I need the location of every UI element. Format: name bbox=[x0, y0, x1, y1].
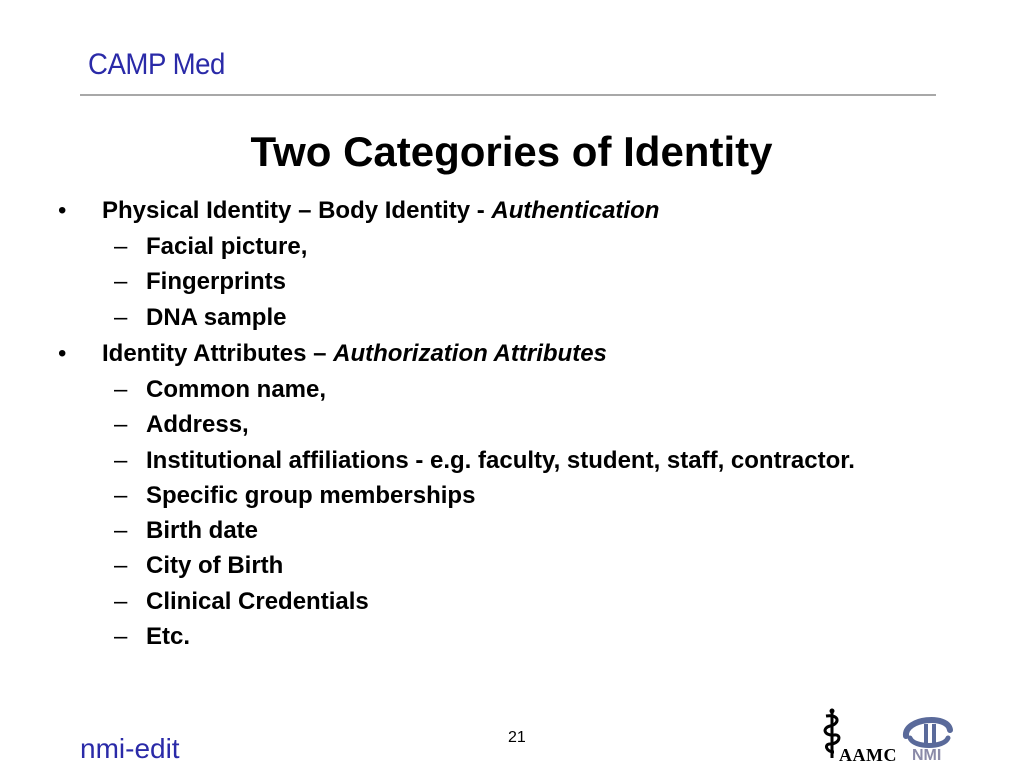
bullet-text: Physical Identity – Body Identity - bbox=[102, 197, 492, 224]
bullet-text: Specific group memberships bbox=[146, 482, 476, 509]
bullet-text: Institutional affiliations - e.g. faculty, student, staff, contractor. bbox=[146, 447, 855, 474]
sub-bullet-item bbox=[114, 304, 287, 332]
dash-marker: – bbox=[114, 411, 128, 438]
slide-title: Two Categories of Identity bbox=[250, 128, 773, 175]
sub-bullet-item bbox=[114, 588, 369, 616]
sub-bullet-item bbox=[114, 552, 284, 580]
bullet-text: Common name, bbox=[146, 376, 327, 403]
sub-bullet-item bbox=[114, 623, 191, 651]
bullet-marker: • bbox=[58, 340, 67, 367]
footer-label: nmi-edit bbox=[80, 733, 180, 764]
bullet-text: Identity Attributes – bbox=[102, 340, 334, 367]
dash-marker: – bbox=[114, 623, 128, 650]
bullet-text: Clinical Credentials bbox=[146, 588, 369, 615]
sub-bullet-item bbox=[114, 482, 476, 510]
sub-bullet-item bbox=[114, 447, 855, 475]
aamc-logo-text: AAMC bbox=[839, 745, 897, 765]
dash-marker: – bbox=[114, 517, 128, 544]
bullet-text: Facial picture, bbox=[146, 233, 308, 260]
bullet-text: Etc. bbox=[146, 623, 191, 650]
dash-marker: – bbox=[114, 588, 128, 615]
bullet-emphasis: Authentication bbox=[491, 197, 660, 224]
sub-bullet-item bbox=[114, 268, 287, 296]
dash-marker: – bbox=[114, 447, 128, 474]
bullet-emphasis: Authorization Attributes bbox=[333, 340, 607, 367]
dash-marker: – bbox=[114, 233, 128, 260]
dash-marker: – bbox=[114, 376, 128, 403]
bullet-item bbox=[58, 340, 607, 368]
bullet-marker: • bbox=[58, 197, 67, 224]
page-number: 21 bbox=[508, 729, 526, 746]
nmi-logo-text: NMI bbox=[912, 747, 942, 764]
bullet-text: Fingerprints bbox=[146, 268, 287, 295]
sub-bullet-item bbox=[114, 517, 259, 545]
dash-marker: – bbox=[114, 552, 128, 579]
bullet-text: Birth date bbox=[146, 517, 259, 544]
dash-marker: – bbox=[114, 304, 128, 331]
bullet-text: Address, bbox=[146, 411, 249, 438]
dash-marker: – bbox=[114, 482, 128, 509]
bullet-item bbox=[58, 197, 660, 225]
header-title: CAMP Med bbox=[88, 48, 225, 81]
sub-bullet-item bbox=[114, 233, 308, 261]
header-divider bbox=[80, 94, 936, 96]
dash-marker: – bbox=[114, 268, 128, 295]
sub-bullet-item bbox=[114, 376, 327, 404]
bullet-text: City of Birth bbox=[146, 552, 284, 579]
sub-bullet-item bbox=[114, 411, 249, 439]
bullet-text: DNA sample bbox=[146, 304, 287, 331]
